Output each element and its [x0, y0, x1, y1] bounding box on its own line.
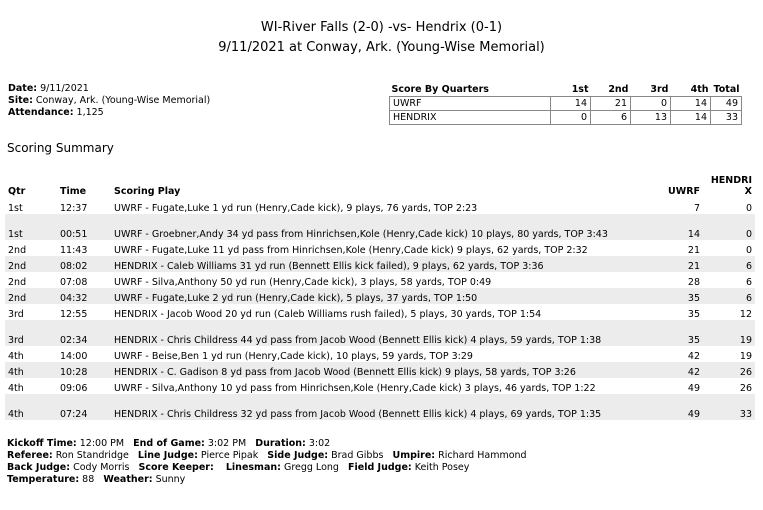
scoring-summary-table	[5, 172, 755, 420]
weather-value: Sunny	[155, 474, 186, 485]
quarter-cell: 1st	[8, 203, 23, 214]
hendrix-score-cell: 12	[739, 309, 752, 320]
time-cell: 10:28	[57, 362, 111, 378]
uwrf-score-cell: 14	[651, 214, 703, 240]
col-time: Time	[60, 186, 87, 197]
scoring-rows	[5, 198, 755, 420]
total-score: 49	[711, 97, 742, 111]
play-cell: HENDRIX - Jacob Wood 20 yd run (Caleb Williams rush failed), 5 plays, 30 yards, TOP 1:54	[114, 309, 542, 320]
site-value: Conway, Ark. (Young-Wise Memorial)	[35, 95, 211, 106]
scoring-row	[5, 394, 755, 420]
line-judge-label: Line Judge:	[137, 450, 198, 461]
time-cell: 07:24	[57, 394, 111, 420]
uwrf-score-cell: 35	[687, 309, 700, 320]
score-keeper-label: Score Keeper:	[138, 462, 214, 473]
q3-score: 0	[631, 97, 671, 111]
scoring-row	[5, 346, 755, 362]
q2-score: 21	[591, 97, 631, 111]
temperature-value: 88	[82, 474, 95, 485]
time-cell: 07:08	[60, 277, 88, 288]
uwrf-score-cell: 42	[651, 362, 703, 378]
scoring-row	[5, 198, 755, 214]
quarter-cell: 2nd	[5, 288, 57, 304]
q1-score: 0	[551, 111, 591, 125]
hendrix-score-cell: 26	[703, 362, 755, 378]
col-3rd: 3rd	[650, 83, 669, 95]
page-title: WI-River Falls (2-0) -vs- Hendrix (0-1)	[260, 20, 503, 35]
time-cell: 12:37	[60, 203, 88, 214]
scoring-row	[5, 304, 755, 320]
side-judge-value: Brad Gibbs	[331, 450, 384, 461]
site-line	[8, 95, 210, 107]
play-cell: UWRF - Silva,Anthony 10 yd pass from Hinrichsen,Kole (Henry,Cade kick) 3 plays, 46 yards, TOP 1:22	[114, 383, 596, 394]
kickoff-label: Kickoff Time:	[7, 438, 77, 449]
play-cell: UWRF - Fugate,Luke 2 yd run (Henry,Cade kick), 5 plays, 37 yards, TOP 1:50	[111, 288, 651, 304]
quarter-cell: 2nd	[5, 256, 57, 272]
scoring-row	[5, 288, 755, 304]
quarter-cell: 2nd	[8, 277, 27, 288]
uwrf-score-cell: 35	[651, 320, 703, 346]
q4-score: 14	[671, 97, 711, 111]
hendrix-score-cell: 0	[745, 203, 752, 214]
uwrf-score-cell: 42	[687, 351, 700, 362]
quarter-cell: 3rd	[5, 320, 57, 346]
time-cell: 08:02	[57, 256, 111, 272]
time-cell: 11:43	[60, 245, 88, 256]
line-judge-value: Pierce Pipak	[200, 450, 259, 461]
uwrf-score-cell: 21	[687, 245, 700, 256]
timing-line	[7, 438, 527, 450]
referee-label: Referee:	[7, 450, 53, 461]
hendrix-score-cell: 6	[703, 256, 755, 272]
q2-score: 6	[591, 111, 631, 125]
time-cell: 14:00	[60, 351, 88, 362]
game-officials	[7, 438, 527, 486]
uwrf-score-cell: 21	[651, 256, 703, 272]
play-cell: UWRF - Groebner,Andy 34 yd pass from Hinrichsen,Kole (Henry,Cade kick) 10 plays, 80 yards, TOP 3:43	[111, 214, 651, 240]
hendrix-score-cell: 33	[703, 394, 755, 420]
quarter-cell: 2nd	[8, 245, 27, 256]
time-cell: 00:51	[57, 214, 111, 240]
team-name: HENDRIX	[390, 111, 551, 125]
col-4th: 4th	[690, 83, 709, 95]
uwrf-score-cell: 35	[651, 288, 703, 304]
scoring-row	[5, 240, 755, 256]
quarter-cell: 4th	[5, 394, 57, 420]
quarters-row-uwrf	[390, 97, 742, 111]
officials-line-2	[7, 462, 527, 474]
time-cell: 12:55	[60, 309, 88, 320]
play-cell: UWRF - Fugate,Luke 11 yd pass from Hinrichsen,Kole (Henry,Cade kick) 9 plays, 62 yards, TOP 2:32	[114, 245, 588, 256]
umpire-value: Richard Hammond	[438, 450, 527, 461]
scoring-row	[5, 214, 755, 240]
uwrf-score-cell: 49	[687, 383, 700, 394]
total-score: 33	[711, 111, 742, 125]
quarters-row-hendrix	[390, 111, 742, 125]
uwrf-score-cell: 49	[651, 394, 703, 420]
score-by-quarters-title: Score By Quarters	[391, 83, 489, 95]
scoring-row	[5, 362, 755, 378]
back-judge-value: Cody Morris	[73, 462, 130, 473]
scoring-row	[5, 256, 755, 272]
col-2nd: 2nd	[608, 83, 629, 95]
col-qtr: Qtr	[8, 186, 26, 197]
q4-score: 14	[671, 111, 711, 125]
quarter-cell: 4th	[8, 351, 24, 362]
duration-value: 3:02	[308, 438, 331, 449]
hendrix-score-cell: 6	[745, 277, 752, 288]
hendrix-score-cell: 26	[739, 383, 752, 394]
linesman-label: Linesman:	[225, 462, 281, 473]
date-value: 9/11/2021	[40, 83, 89, 94]
time-cell: 09:06	[60, 383, 88, 394]
game-info	[8, 83, 210, 119]
score-by-quarters-table	[389, 82, 742, 125]
time-cell: 04:32	[57, 288, 111, 304]
play-cell: UWRF - Beise,Ben 1 yd run (Henry,Cade kick), 10 plays, 59 yards, TOP 3:29	[114, 351, 473, 362]
team-name: UWRF	[390, 97, 551, 111]
col-hendrix: HENDRIX	[710, 175, 752, 197]
field-judge-label: Field Judge:	[348, 462, 412, 473]
q3-score: 13	[631, 111, 671, 125]
linesman-value: Gregg Long	[283, 462, 339, 473]
play-cell: UWRF - Silva,Anthony 50 yd run (Henry,Cade kick), 3 plays, 58 yards, TOP 0:49	[114, 277, 492, 288]
date-line	[8, 83, 210, 95]
duration-label: Duration:	[255, 438, 306, 449]
side-judge-label: Side Judge:	[267, 450, 329, 461]
play-cell: HENDRIX - Caleb Williams 31 yd run (Bennett Ellis kick failed), 9 plays, 62 yards, TOP 3:36	[111, 256, 651, 272]
quarter-cell: 1st	[5, 214, 57, 240]
col-scoring-play: Scoring Play	[114, 186, 181, 197]
scoring-summary-heading: Scoring Summary	[7, 141, 114, 155]
end-value: 3:02 PM	[207, 438, 247, 449]
hendrix-score-cell: 0	[745, 245, 752, 256]
weather-line	[7, 474, 527, 486]
site-label: Site:	[8, 95, 33, 106]
score-by-quarters-header	[390, 82, 742, 97]
col-uwrf: UWRF	[668, 186, 700, 197]
hendrix-score-cell: 19	[703, 320, 755, 346]
referee-value: Ron Standridge	[55, 450, 129, 461]
uwrf-score-cell: 28	[687, 277, 700, 288]
play-cell: HENDRIX - Chris Childress 32 yd pass from Jacob Wood (Bennett Ellis kick) 4 plays, 69 yards, TOP 1:35	[111, 394, 651, 420]
q1-score: 14	[551, 97, 591, 111]
officials-line-1	[7, 450, 527, 462]
date-label: Date:	[8, 83, 38, 94]
end-label: End of Game:	[133, 438, 205, 449]
weather-label: Weather:	[103, 474, 153, 485]
umpire-label: Umpire:	[392, 450, 436, 461]
hendrix-score-cell: 6	[703, 288, 755, 304]
attendance-line	[8, 107, 210, 119]
attendance-label: Attendance:	[8, 107, 74, 118]
uwrf-score-cell: 7	[693, 203, 700, 214]
col-1st: 1st	[571, 83, 589, 95]
temperature-label: Temperature:	[7, 474, 80, 485]
col-total: Total	[713, 83, 740, 95]
field-judge-value: Keith Posey	[414, 462, 470, 473]
attendance-value: 1,125	[76, 107, 104, 118]
scoring-row	[5, 378, 755, 394]
scoring-row	[5, 320, 755, 346]
hendrix-score-cell: 19	[739, 351, 752, 362]
quarter-cell: 4th	[5, 362, 57, 378]
time-cell: 02:34	[57, 320, 111, 346]
play-cell: HENDRIX - Chris Childress 44 yd pass from Jacob Wood (Bennett Ellis kick) 4 plays, 59 yards, TOP 1:38	[111, 320, 651, 346]
kickoff-value: 12:00 PM	[79, 438, 125, 449]
back-judge-label: Back Judge:	[7, 462, 71, 473]
scoring-row	[5, 272, 755, 288]
quarter-cell: 3rd	[8, 309, 24, 320]
hendrix-score-cell: 0	[703, 214, 755, 240]
play-cell: UWRF - Fugate,Luke 1 yd run (Henry,Cade kick), 9 plays, 76 yards, TOP 2:23	[114, 203, 478, 214]
page-subtitle: 9/11/2021 at Conway, Ark. (Young-Wise Memorial)	[218, 40, 545, 55]
scoring-header-row	[5, 172, 755, 198]
quarter-cell: 4th	[8, 383, 24, 394]
play-cell: HENDRIX - C. Gadison 8 yd pass from Jacob Wood (Bennett Ellis kick) 9 plays, 58 yards, TOP 3:26	[111, 362, 651, 378]
